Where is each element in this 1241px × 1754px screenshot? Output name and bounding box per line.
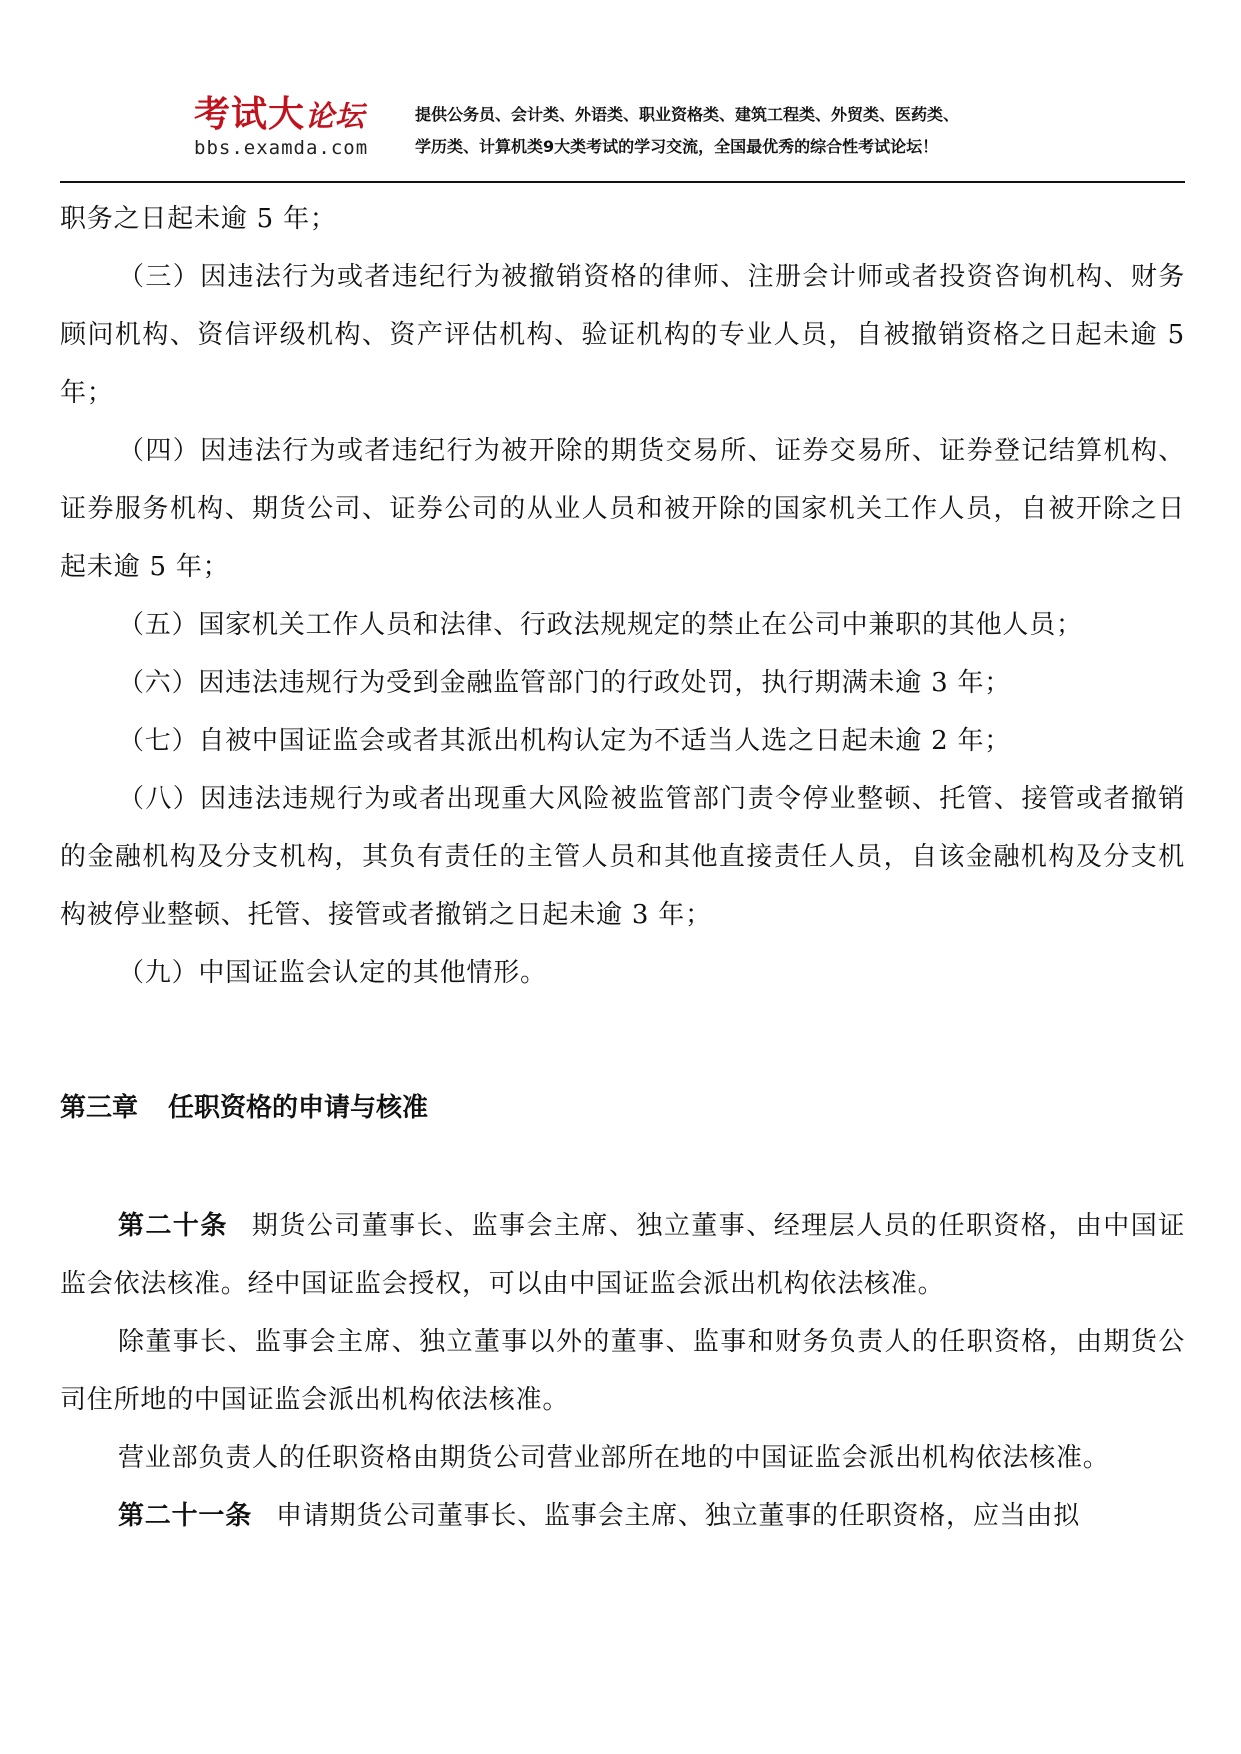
logo-url: bbs.examda.com: [194, 137, 369, 159]
chapter-title: 任职资格的申请与核准: [168, 1093, 429, 1123]
site-logo: [194, 95, 365, 136]
slogan-line-2: 学历类、计算机类9大类考试的学习交流，全国最优秀的综合性考试论坛！: [415, 137, 939, 156]
clause-5: （五）国家机关工作人员和法律、行政法规规定的禁止在公司中兼职的其他人员；: [118, 610, 1083, 640]
article-21-text: 申请期货公司董事长、监事会主席、独立董事的任职资格，应当由拟: [276, 1501, 1081, 1531]
document-body: [60, 190, 1185, 1545]
clause-7: （七）自被中国证监会或者其派出机构认定为不适当人选之日起未逾 2 年；: [118, 726, 1012, 756]
article-21-heading: 第二十一条: [118, 1501, 253, 1531]
slogan-line-1: 提供公务员、会计类、外语类、职业资格类、建筑工程类、外贸类、医药类、: [415, 105, 960, 124]
clause-8: （八）因违法违规行为或者出现重大风险被监管部门责令停业整顿、托管、接管或者撤销的金融机构及分支机构，其负有责任的主管人员和其他直接责任人员，自该金融机构及分支机构被停业整顿、托管、接管或者撤销之日起未逾 3 年；: [60, 784, 1185, 930]
chapter-number: 第三章: [60, 1093, 139, 1123]
page-header: [60, 95, 1185, 177]
clause-9: （九）中国证监会认定的其他情形。: [118, 958, 547, 988]
article-20-text: 期货公司董事长、监事会主席、独立董事、经理层人员的任职资格，由中国证监会依法核准。经中国证监会授权，可以由中国证监会派出机构依法核准。: [60, 1211, 1185, 1299]
clause-3: （三）因违法行为或者违纪行为被撤销资格的律师、注册会计师或者投资咨询机构、财务顾问机构、资信评级机构、资产评估机构、验证机构的专业人员，自被撤销资格之日起未逾 5 年；: [60, 262, 1185, 408]
article-20-paragraph-2: 除董事长、监事会主席、独立董事以外的董事、监事和财务负责人的任职资格，由期货公司住所地的中国证监会派出机构依法核准。: [60, 1327, 1185, 1415]
chapter-heading: [60, 1079, 1185, 1137]
logo-sub-text: 论坛: [305, 99, 366, 133]
clause-4: （四）因违法行为或者违纪行为被开除的期货交易所、证券交易所、证券登记结算机构、证券服务机构、期货公司、证券公司的从业人员和被开除的国家机关工作人员，自被开除之日起未逾 5 年；: [60, 436, 1185, 582]
article-21: [60, 1487, 1185, 1545]
header-slogan: [415, 99, 1035, 163]
article-20-paragraph-3: 营业部负责人的任职资格由期货公司营业部所在地的中国证监会派出机构依法核准。: [118, 1443, 1110, 1473]
header-divider: [60, 181, 1185, 183]
logo-main-text: 考试大: [194, 94, 306, 135]
article-20: [60, 1197, 1185, 1313]
article-20-heading: 第二十条: [118, 1211, 228, 1241]
paragraph-continuation: 职务之日起未逾 5 年；: [60, 204, 337, 234]
clause-6: （六）因违法违规行为受到金融监管部门的行政处罚，执行期满未逾 3 年；: [118, 668, 1012, 698]
